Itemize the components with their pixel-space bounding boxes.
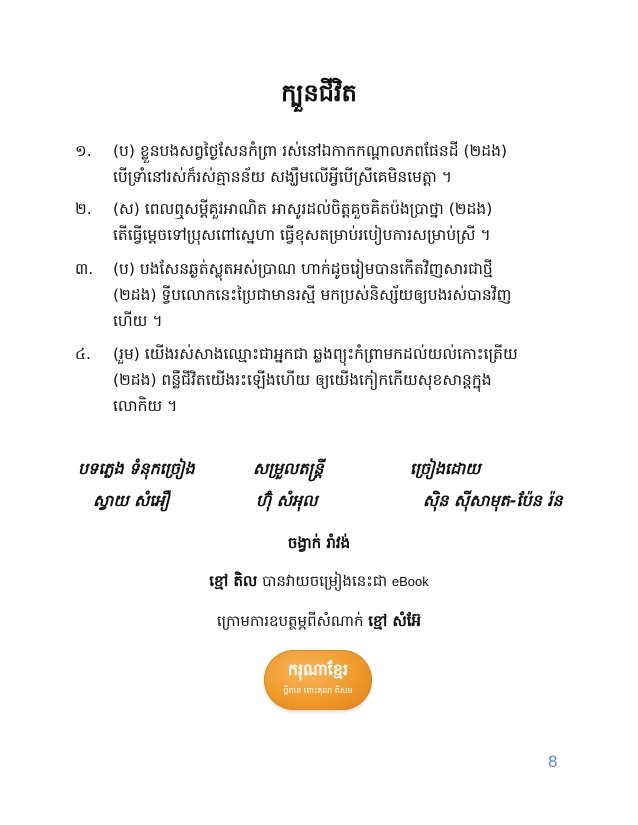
verse-line: (រួម) យើងរស់សាងឈ្មោះជាអ្នកជា ឆ្លងព្យុះកំព្រាមកដល់យល់កោះត្រើយ	[113, 345, 518, 363]
verse-line: (២ដង) ទ្វីបលោកនេះប្រៃជាមានរស្មី មកប្រស់និស្ស័យឲ្យបងរស់បានវិញ	[113, 286, 512, 304]
ebook-credit-text: បានវាយចម្រៀងនេះជា	[257, 572, 392, 590]
karuna-khmer-logo	[264, 650, 372, 710]
verse-line: ហើយ ។	[113, 312, 163, 330]
credit-composer-label: បទភ្លេង ទំនុកច្រៀង	[78, 459, 195, 478]
sponsor-credit-text: ក្រោមការឧបត្ថម្ភពីសំណាក់	[216, 612, 369, 630]
verse-number: ៣.	[75, 260, 94, 278]
ebook-format: eBook	[391, 574, 429, 589]
verse-4	[75, 341, 565, 419]
credit-arranger-name: ហ៊ុំ សំអុល	[256, 491, 318, 510]
credit-composer-name: ស្វាយ សំអឿ	[93, 491, 170, 510]
page-number: 8	[548, 752, 558, 771]
credit-names	[78, 490, 568, 522]
verse-line: បើទ្រាំនៅរស់ក៏រស់គ្មានន័យ សង្ឃឹមលើអ្វីបើស្រីគេមិនមេត្តា ។	[113, 168, 452, 186]
ebook-credit	[0, 572, 638, 594]
verse-number: ៤.	[75, 345, 91, 363]
sponsor-credit	[0, 612, 638, 634]
verse-number: ១.	[75, 142, 92, 160]
typist-name: ខ្មៅ តិល	[209, 572, 258, 590]
credit-headers	[78, 458, 568, 490]
song-credits	[78, 458, 568, 522]
verse-line: លោកិយ ។	[113, 397, 178, 415]
song-title: ក្បួនជីវិត	[281, 79, 357, 107]
verse-number: ២.	[75, 200, 92, 218]
verse-3	[75, 256, 565, 334]
verse-line: (ប) ខ្លួនបងសព្វថ្ងៃសែនកំព្រា រស់នៅឯកាកកណ្ដាលភពផែនដី (២ដង)	[113, 142, 508, 160]
verse-line: (២ដង) ពន្លឺជីវិតយើងរះឡើងហើយ ឲ្យយើងកៀកកើយសុខសាន្តក្នុង	[113, 371, 492, 389]
verse-1	[75, 138, 565, 190]
verse-line: តើធ្វើម្ដេចទៅប្រុសពៅស្នេហា ធ្វើខុសតម្រាប់របៀបការសម្រាប់ស្រី ។	[113, 226, 491, 244]
logo-main-text: ករុណាខ្មែរ	[287, 660, 349, 679]
verse-line: (ប) បងសែនឆ្ងត់ស្លុតអស់ប្រាណ ហាក់ដូចរៀមបានកើតវិញសារជាថ្មី	[113, 260, 493, 278]
logo-sub-text: ប្តីតាន ពោះគុណ ពីសម	[283, 686, 353, 695]
credit-arranger-label: សម្រួលតន្ត្រី	[253, 459, 324, 478]
rhythm-label: ចង្វាក់ រាំវង់	[287, 534, 351, 552]
verse-line: (ស) ពេលឮសម្ដីគួរអាណិត អាសូរដល់ចិត្តគួចគិតប៉ងប្រាថ្នា (២ដង)	[113, 200, 493, 218]
credit-singer-label: ច្រៀងដោយ	[410, 459, 481, 478]
verse-2	[75, 196, 565, 248]
credit-singer-name: ស៊ិន ស៊ីសាមុត-ប៉ែន រ៉ន	[423, 491, 563, 510]
sponsor-name: ខ្មៅ សំអ៊ែ	[368, 612, 422, 630]
